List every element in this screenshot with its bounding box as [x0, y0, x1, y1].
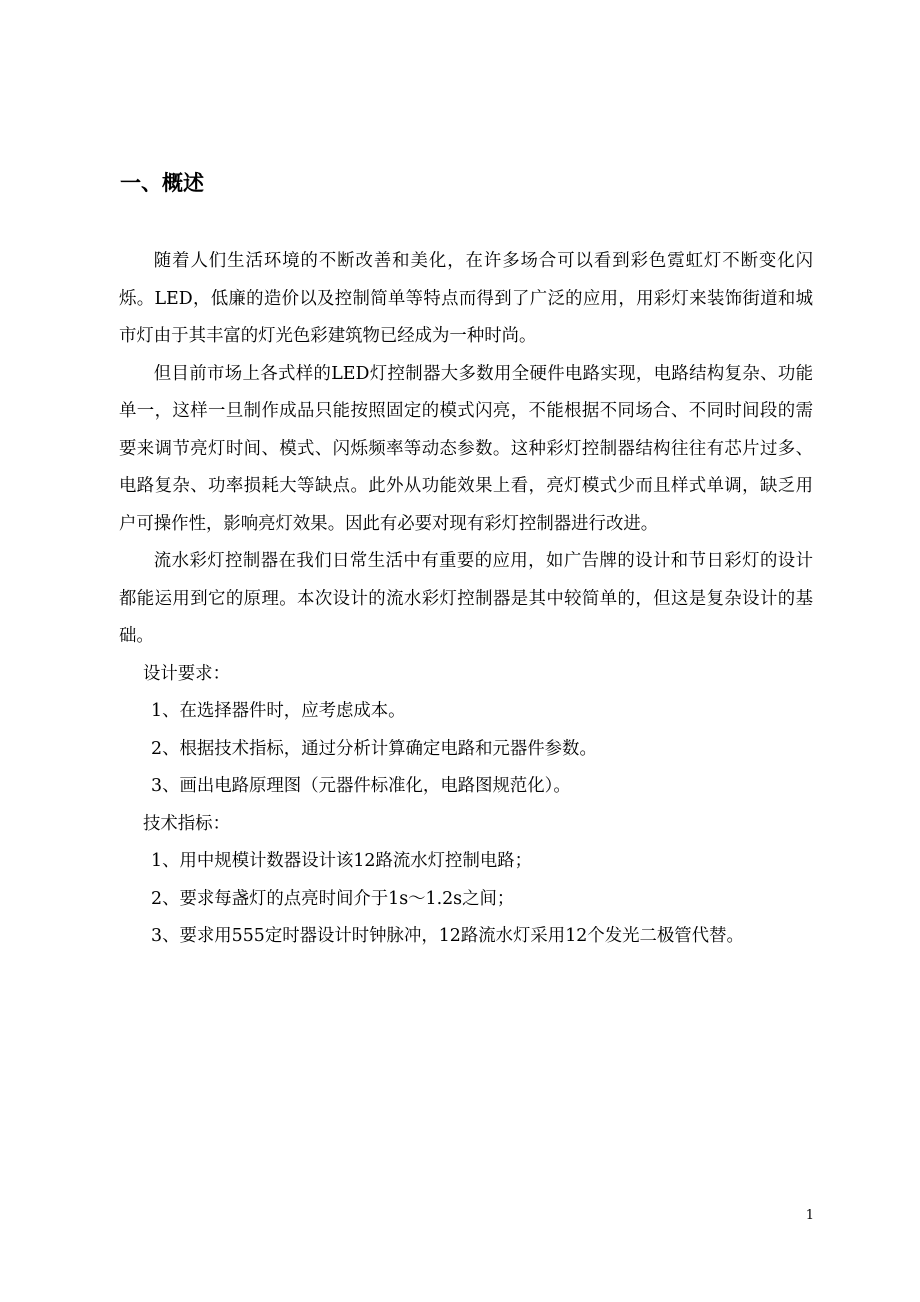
design-requirements-title: 设计要求：	[143, 663, 230, 684]
body-text	[119, 243, 813, 956]
paragraph-intro: 随着人们生活环境的不断改善和美化，在许多场合可以看到彩色霓虹灯不断变化闪烁。LED，低廉的造价以及控制简单等特点而得到了广泛的应用，用彩灯来装饰街道和城市灯由于其丰富的灯光色彩建筑物已经成为一种时尚。	[119, 251, 813, 346]
section-heading: 一、概述	[120, 171, 204, 195]
technical-spec-item: 3、要求用555定时器设计时钟脉冲，12路流水灯采用12个发光二极管代替。	[151, 926, 744, 946]
page-number: 1	[805, 1208, 814, 1223]
design-requirement-item: 1、在选择器件时，应考虑成本。	[151, 701, 406, 721]
technical-spec-item: 1、用中规模计数器设计该12路流水灯控制电路；	[151, 851, 533, 871]
technical-specs-title: 技术指标：	[143, 813, 230, 834]
design-requirement-item: 3、画出电路原理图（元器件标准化，电路图规范化）。	[151, 776, 571, 796]
design-requirement-item: 2、根据技术指标，通过分析计算确定电路和元器件参数。	[151, 738, 597, 759]
paragraph-application: 流水彩灯控制器在我们日常生活中有重要的应用，如广告牌的设计和节日彩灯的设计都能运用到它的原理。本次设计的流水彩灯控制器是其中较简单的，但这是复杂设计的基础。	[119, 551, 813, 646]
technical-spec-item: 2、要求每盏灯的点亮时间介于1s～1.2s之间；	[151, 888, 515, 909]
paragraph-problem: 但目前市场上各式样的LED灯控制器大多数用全硬件电路实现，电路结构复杂、功能单一，这样一旦制作成品只能按照固定的模式闪亮，不能根据不同场合、不同时间段的需要来调节亮灯时间、模式、闪烁频率等动态参数。这种彩灯控制器结构往往有芯片过多、电路复杂、功率损耗大等缺点。此外从功能效果上看，亮灯模式少而且样式单调，缺乏用户可操作性，影响亮灯效果。因此有必要对现有彩灯控制器进行改进。	[119, 363, 813, 534]
